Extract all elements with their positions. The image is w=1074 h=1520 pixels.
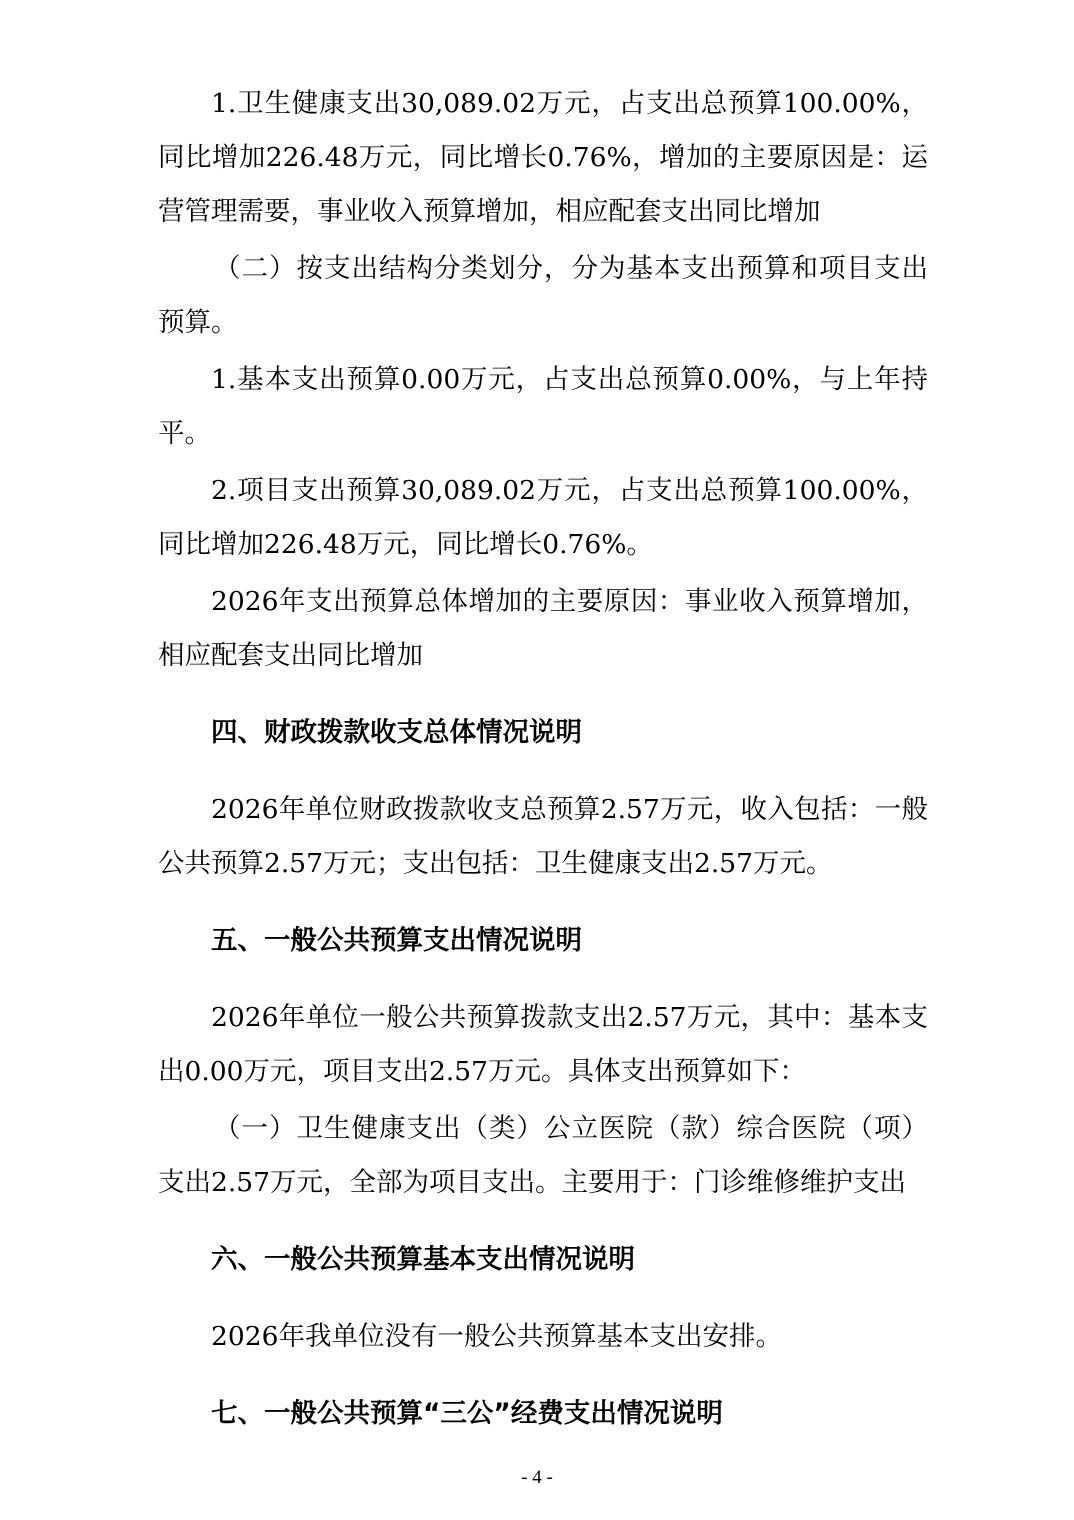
paragraph-project-expenditure: 2.项目支出预算30,089.02万元，占支出总预算100.00%，同比增加226.48万元，同比增长0.76%。: [158, 475, 928, 560]
section-heading-5: 五、一般公共预算支出情况说明: [211, 925, 582, 956]
paragraph-health-expenditure: 1.卫生健康支出30,089.02万元，占支出总预算100.00%，同比增加226.48万元，同比增长0.76%，增加的主要原因是：运营管理需要，事业收入预算增加，相应配套支出同比增加: [158, 88, 928, 227]
paragraph-increase-reason: 2026年支出预算总体增加的主要原因：事业收入预算增加，相应配套支出同比增加: [158, 586, 928, 671]
paragraph-hospital-expenditure: （一）卫生健康支出（类）公立医院（款）综合医院（项）支出2.57万元，全部为项目支出。主要用于：门诊维修维护支出: [158, 1113, 928, 1198]
section-heading-6: 六、一般公共预算基本支出情况说明: [211, 1244, 635, 1275]
section-heading-4: 四、财政拨款收支总体情况说明: [211, 717, 582, 748]
paragraph-fiscal-allocation: 2026年单位财政拨款收支总预算2.57万元，收入包括：一般公共预算2.57万元；支出包括：卫生健康支出2.57万元。: [158, 794, 928, 879]
paragraph-basic-expenditure: 1.基本支出预算0.00万元，占支出总预算0.00%，与上年持平。: [158, 364, 928, 449]
page-number: - 4 -: [521, 1467, 553, 1488]
document-body: [158, 77, 928, 1464]
paragraph-no-basic-expenditure: 2026年我单位没有一般公共预算基本支出安排。: [211, 1321, 782, 1352]
paragraph-expenditure-structure: （二）按支出结构分类划分，分为基本支出预算和项目支出预算。: [158, 253, 928, 338]
paragraph-general-budget-expenditure: 2026年单位一般公共预算拨款支出2.57万元，其中：基本支出0.00万元，项目支出2.57万元。具体支出预算如下：: [158, 1002, 928, 1087]
section-heading-7: 七、一般公共预算“三公”经费支出情况说明: [211, 1398, 723, 1429]
